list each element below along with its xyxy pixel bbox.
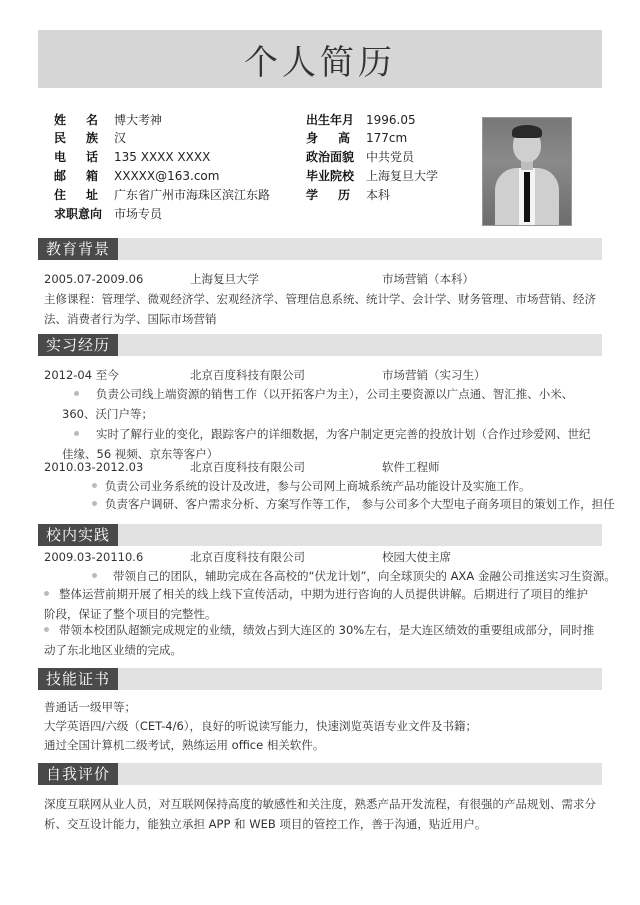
self-evaluation-text: 深度互联网从业人员，对互联网保持高度的敏感性和关注度，熟悉产品开发流程，有很强的产品规划、需求分析、交互设计能力，能独立承担 APP 和 WEB 项目的管控工作，善于沟通，贴近用户。 bbox=[44, 797, 596, 831]
profile-value: 广东省广州市海珠区滨江东路 bbox=[114, 188, 271, 202]
section-heading: 自我评价 bbox=[38, 763, 118, 785]
list-item: 整体运营前期开展了相关的线上线下宣传活动，中期为进行咨询的人员提供讲解。后期进行了项目的维护阶段，保证了整个项目的完整性。 bbox=[44, 587, 588, 621]
profile-photo bbox=[482, 117, 572, 226]
section-campus bbox=[38, 524, 602, 546]
job-role: 市场营销（实习生） bbox=[382, 368, 486, 382]
profile-value: 中共党员 bbox=[366, 150, 415, 164]
profile-value: 市场专员 bbox=[114, 207, 163, 221]
profile-row-height bbox=[306, 128, 407, 148]
campus-role: 校园大使主席 bbox=[382, 550, 451, 564]
profile-label: 住址 bbox=[54, 188, 98, 202]
section-self-evaluation bbox=[38, 763, 602, 785]
campus-period: 2009.03-20110.6 bbox=[44, 550, 144, 564]
profile-row-phone bbox=[54, 147, 210, 167]
profile-row-ethnicity bbox=[54, 128, 126, 148]
title-bar bbox=[38, 30, 602, 88]
profile-label: 姓名 bbox=[54, 113, 98, 127]
profile-row-name bbox=[54, 110, 162, 130]
profile-label: 学历 bbox=[306, 188, 350, 202]
profile-label: 毕业院校 bbox=[306, 169, 355, 183]
campus-company: 北京百度科技有限公司 bbox=[190, 550, 305, 564]
profile-value: 177cm bbox=[366, 131, 408, 145]
section-internship bbox=[38, 334, 602, 356]
section-skills bbox=[38, 668, 602, 690]
section-heading: 校内实践 bbox=[38, 524, 118, 546]
profile-value: 汉 bbox=[114, 131, 127, 145]
education-period: 2005.07-2009.06 bbox=[44, 272, 144, 286]
job-company: 北京百度科技有限公司 bbox=[190, 368, 305, 382]
list-item: 负责客户调研、客户需求分析、方案写作等工作， 参与公司多个大型电子商务项目的策划工作，担任 bbox=[92, 494, 615, 514]
skill-line: 普通话一级甲等； bbox=[44, 700, 136, 714]
job-period: 2010.03-2012.03 bbox=[44, 460, 144, 474]
education-courses: 主修课程：管理学、微观经济学、宏观经济学、管理信息系统、统计学、会计学、财务管理、市场营销、经济法、消费者行为学、国际市场营销 bbox=[44, 292, 596, 326]
profile-value: 博大考神 bbox=[114, 113, 163, 127]
profile-value: XXXXX@163.com bbox=[114, 169, 220, 183]
profile-label: 身高 bbox=[306, 131, 350, 145]
profile-value: 135 XXXX XXXX bbox=[114, 150, 211, 164]
job-company: 北京百度科技有限公司 bbox=[190, 460, 305, 474]
job-period: 2012-04 至今 bbox=[44, 368, 119, 382]
list-item: 负责公司业务系统的设计及改进，参与公司网上商城系统产品功能设计及实施工作。 bbox=[92, 476, 531, 496]
page-title: 个人简历 bbox=[244, 42, 396, 83]
section-heading: 教育背景 bbox=[38, 238, 118, 260]
profile-label: 邮箱 bbox=[54, 169, 98, 183]
profile-label: 出生年月 bbox=[306, 113, 355, 127]
skill-line: 通过全国计算机二级考试，熟练运用 office 相关软件。 bbox=[44, 738, 325, 752]
profile-label: 电话 bbox=[54, 150, 98, 164]
profile-value: 1996.05 bbox=[366, 113, 416, 127]
list-item: 实时了解行业的变化，跟踪客户的详细数据，为客户制定更完善的投放计划（合作过珍爱网、世纪佳缘、56 视频、京东等客户） bbox=[62, 427, 591, 461]
profile-row-school bbox=[306, 166, 438, 186]
profile-row-politics bbox=[306, 147, 414, 167]
section-heading: 技能证书 bbox=[38, 668, 118, 690]
skill-line: 大学英语四/六级（CET-4/6），良好的听说读写能力，快速浏览英语专业文件及书籍； bbox=[44, 719, 478, 733]
profile-value: 本科 bbox=[366, 188, 391, 202]
job-role: 软件工程师 bbox=[382, 460, 440, 474]
education-school: 上海复旦大学 bbox=[190, 272, 259, 286]
profile-row-objective bbox=[54, 204, 162, 224]
list-item: 负责公司线上端资源的销售工作（以开拓客户为主），公司主要资源以广点通、智汇推、小米、360、沃门户等； bbox=[62, 387, 574, 421]
profile-row-address bbox=[54, 185, 270, 205]
section-education bbox=[38, 238, 602, 260]
list-item: 带领本校团队超额完成规定的业绩，绩效占到大连区的 30%左右，是大连区绩效的重要组成部分，同时推动了东北地区业绩的完成。 bbox=[44, 623, 595, 657]
profile-label: 民族 bbox=[54, 131, 98, 145]
education-major: 市场营销（本科） bbox=[382, 272, 474, 286]
profile-label: 政治面貌 bbox=[306, 150, 355, 164]
profile-row-email bbox=[54, 166, 219, 186]
profile-label: 求职意向 bbox=[54, 207, 103, 221]
list-item: 带领自己的团队，辅助完成在各高校的“伏龙计划”，向全球顶尖的 AXA 金融公司推送实习生资源。 bbox=[92, 566, 616, 586]
section-heading: 实习经历 bbox=[38, 334, 118, 356]
profile-row-degree bbox=[306, 185, 390, 205]
profile-row-birth bbox=[306, 110, 416, 130]
profile-value: 上海复旦大学 bbox=[366, 169, 439, 183]
